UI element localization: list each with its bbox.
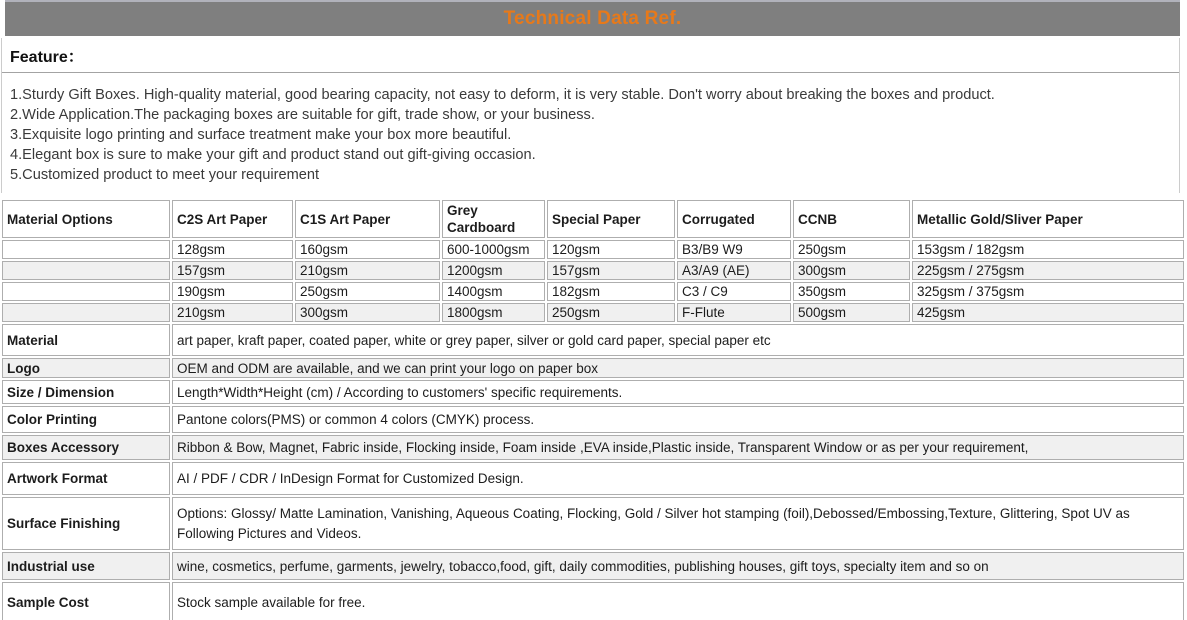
gsm-cell: 120gsm (547, 240, 675, 259)
gsm-cell (2, 261, 170, 280)
table-row-surface-finishing (2, 497, 1184, 550)
spec-value: Ribbon & Bow, Magnet, Fabric inside, Flocking inside, Foam inside ,EVA inside,Plastic inside, Transparent Window or as per your requirement, (172, 435, 1184, 460)
feature-item: 1.Sturdy Gift Boxes. High-quality material, good bearing capacity, not easy to deform, it is very stable. Don't worry about breaking the boxes and product. (10, 87, 995, 103)
spec-label: Surface Finishing (2, 497, 170, 550)
gsm-cell: 157gsm (547, 261, 675, 280)
feature-heading: Feature： (2, 38, 1179, 73)
gsm-cell: 1200gsm (442, 261, 545, 280)
header-cell: Special Paper (547, 200, 675, 238)
gsm-cell: A3/A9 (AE) (677, 261, 791, 280)
gsm-cell (2, 282, 170, 301)
page-title: Technical Data Ref. (503, 8, 682, 29)
spec-label: Industrial use (2, 552, 170, 580)
table-row-industrial-use (2, 552, 1184, 580)
gsm-cell: 225gsm / 275gsm (912, 261, 1184, 280)
gsm-cell: 190gsm (172, 282, 293, 301)
gsm-cell: 250gsm (295, 282, 440, 301)
table-row-size-dimension (2, 380, 1184, 404)
table-row (2, 261, 1184, 280)
spec-label: Logo (2, 358, 170, 378)
header-cell: Grey Cardboard (442, 200, 545, 238)
spec-label: Size / Dimension (2, 380, 170, 404)
gsm-cell: 250gsm (793, 240, 910, 259)
gsm-cell: 250gsm (547, 303, 675, 322)
spec-value: Options: Glossy/ Matte Lamination, Vanishing, Aqueous Coating, Flocking, Gold / Silver hot stamping (foil),Debossed/Embossing,Texture, Glittering, Spot UV as Following Pictures and Videos. (172, 497, 1184, 550)
table-row-sample-cost (2, 582, 1184, 620)
gsm-cell: 300gsm (793, 261, 910, 280)
table-row (2, 282, 1184, 301)
gsm-cell: 157gsm (172, 261, 293, 280)
gsm-cell: 600-1000gsm (442, 240, 545, 259)
spec-value: OEM and ODM are available, and we can print your logo on paper box (172, 358, 1184, 378)
gsm-cell: 500gsm (793, 303, 910, 322)
gsm-cell: 153gsm / 182gsm (912, 240, 1184, 259)
title-bar (5, 0, 1180, 36)
feature-item: 2.Wide Application.The packaging boxes are suitable for gift, trade show, or your business. (10, 107, 595, 123)
header-cell: CCNB (793, 200, 910, 238)
spec-label: Material (2, 324, 170, 356)
gsm-cell: 128gsm (172, 240, 293, 259)
spec-value: wine, cosmetics, perfume, garments, jewelry, tobacco,food, gift, daily commodities, publishing houses, gift toys, specialty item and so on (172, 552, 1184, 580)
gsm-cell (2, 240, 170, 259)
gsm-cell: 1800gsm (442, 303, 545, 322)
feature-item: 5.Customized product to meet your requirement (10, 167, 320, 183)
gsm-cell: F-Flute (677, 303, 791, 322)
gsm-cell: 182gsm (547, 282, 675, 301)
header-cell: Material Options (2, 200, 170, 238)
table-row-color-printing (2, 406, 1184, 433)
gsm-cell: C3 / C9 (677, 282, 791, 301)
gsm-cell: 325gsm / 375gsm (912, 282, 1184, 301)
gsm-cell: 300gsm (295, 303, 440, 322)
spec-label: Artwork Format (2, 462, 170, 495)
header-cell: C1S Art Paper (295, 200, 440, 238)
table-row-artwork-format (2, 462, 1184, 495)
spec-label: Color Printing (2, 406, 170, 433)
header-cell: C2S Art Paper (172, 200, 293, 238)
gsm-cell: 210gsm (172, 303, 293, 322)
gsm-cell (2, 303, 170, 322)
technical-data-table (0, 198, 1186, 620)
header-cell: Metallic Gold/Sliver Paper (912, 200, 1184, 238)
spec-value: Stock sample available for free. (172, 582, 1184, 620)
feature-item: 3.Exquisite logo printing and surface treatment make your box more beautiful. (10, 127, 512, 143)
feature-list (2, 73, 1179, 193)
spec-value: Pantone colors(PMS) or common 4 colors (CMYK) process. (172, 406, 1184, 433)
spec-label: Boxes Accessory (2, 435, 170, 460)
gsm-cell: B3/B9 W9 (677, 240, 791, 259)
gsm-cell: 160gsm (295, 240, 440, 259)
spec-value: AI / PDF / CDR / InDesign Format for Customized Design. (172, 462, 1184, 495)
gsm-cell: 350gsm (793, 282, 910, 301)
table-header-row (2, 200, 1184, 238)
spec-value: Length*Width*Height (cm) / According to customers' specific requirements. (172, 380, 1184, 404)
table-row-material (2, 324, 1184, 356)
gsm-cell: 425gsm (912, 303, 1184, 322)
gsm-cell: 210gsm (295, 261, 440, 280)
feature-section (1, 38, 1180, 193)
table-row (2, 240, 1184, 259)
table-row (2, 303, 1184, 322)
spec-label: Sample Cost (2, 582, 170, 620)
feature-item: 4.Elegant box is sure to make your gift and product stand out gift-giving occasion. (10, 147, 536, 163)
table-row-logo (2, 358, 1184, 378)
gsm-cell: 1400gsm (442, 282, 545, 301)
table-row-boxes-accessory (2, 435, 1184, 460)
header-cell: Corrugated (677, 200, 791, 238)
spec-value: art paper, kraft paper, coated paper, white or grey paper, silver or gold card paper, special paper etc (172, 324, 1184, 356)
